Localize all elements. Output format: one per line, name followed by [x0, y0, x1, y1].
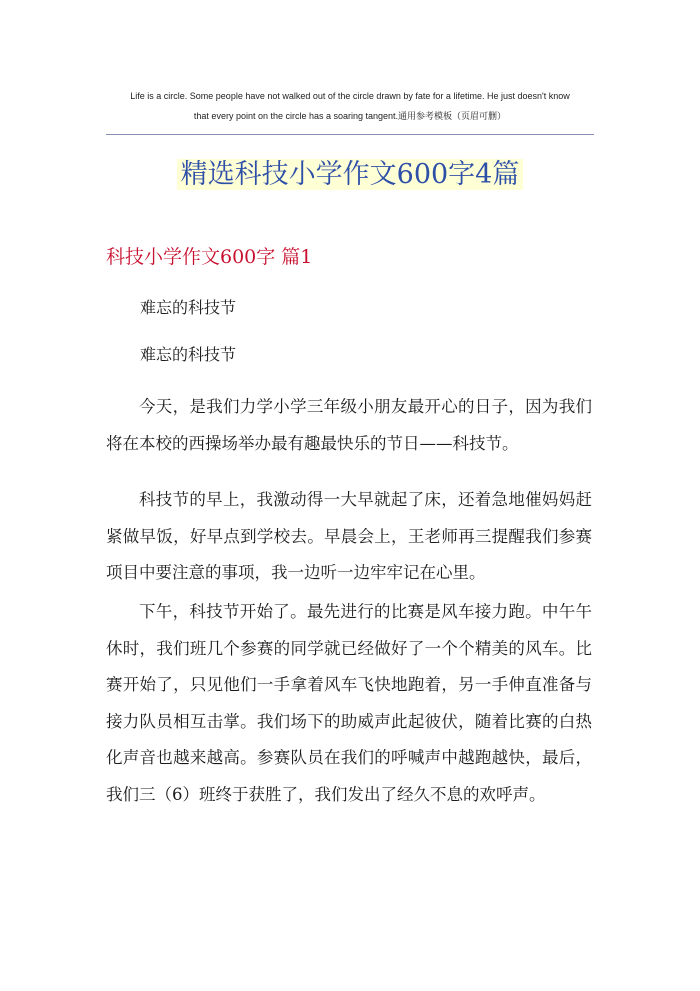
header-note-line-2: that every point on the circle has a soaring tangent.通用参考模板（页眉可删） [193, 111, 507, 121]
header-divider [106, 134, 594, 135]
paragraph-2: 科技节的早上，我激动得一大早就起了床，还着急地催妈妈赶紧做早饭，好早点到学校去。早晨会上，王老师再三提醒我们参赛项目中要注意的事项，我一边听一边牢牢记在心里。 [106, 490, 592, 583]
paragraph-3: 下午，科技节开始了。最先进行的比赛是风车接力跑。中午午休时，我们班几个参赛的同学就已经做好了一个个精美的风车。比赛开始了，只见他们一手拿着风车飞快地跑着，另一手伸直准备与接力队员相互击掌。我们场下的助威声此起彼伏，随着比赛的白热化声音也越来越高。参赛队员在我们的呼喊声中越跑越快，最后，我们三（6）班终于获胜了，我们发出了经久不息的欢呼声。 [106, 602, 592, 804]
essay-subtitle-1: 难忘的科技节 [140, 298, 237, 317]
paragraph-1: 今天，是我们力学小学三年级小朋友最开心的日子，因为我们将在本校的西操场举办最有趣最快乐的节日——科技节。 [106, 397, 592, 453]
section-heading: 科技小学作文600字 篇1 [106, 246, 313, 268]
document-title [0, 155, 700, 195]
essay-subtitle-2: 难忘的科技节 [140, 345, 237, 364]
header-note-line-1: Life is a circle. Some people have not walked out of the circle drawn by fate for a lifetime. He just doesn't know [130, 91, 570, 101]
document-title-text: 精选科技小学作文600字4篇 [177, 159, 524, 190]
page-header-note [100, 86, 600, 126]
